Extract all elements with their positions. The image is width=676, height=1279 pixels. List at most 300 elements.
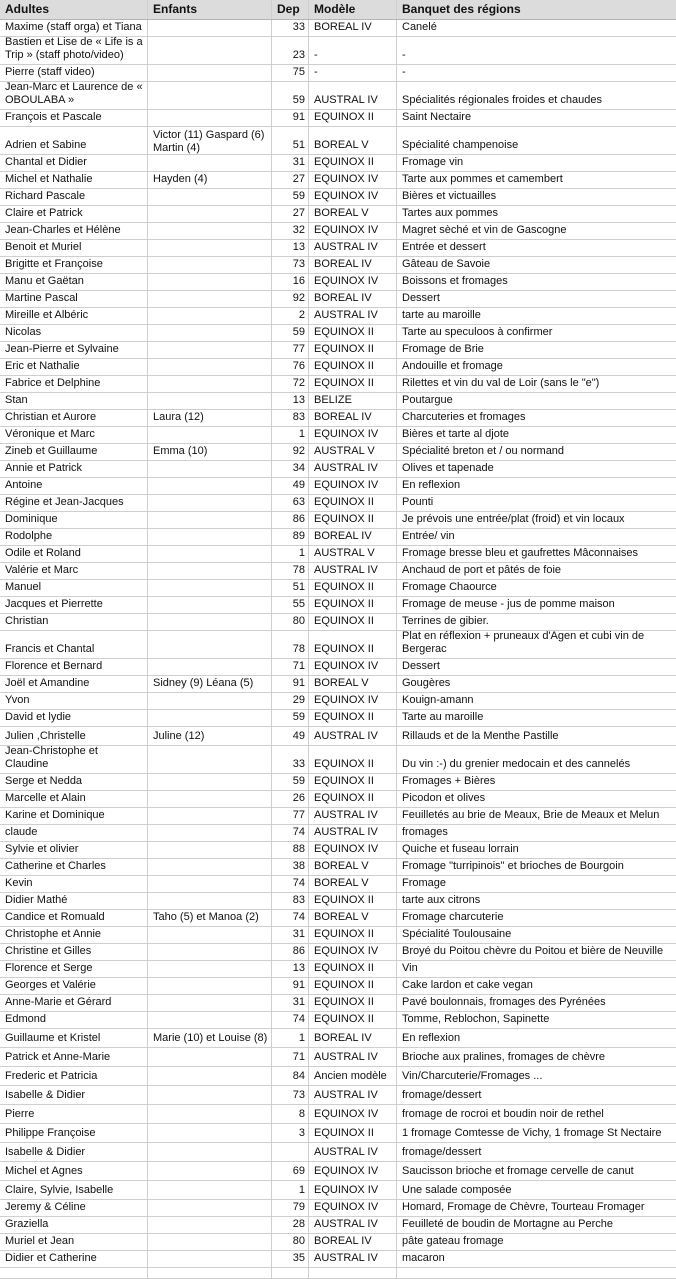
cell-banquet[interactable]: Vin/Charcuterie/Fromages ... <box>402 1070 543 1082</box>
cell-banquet[interactable]: Homard, Fromage de Chèvre, Tourteau Fromager <box>402 1201 645 1213</box>
cell-enfants[interactable] <box>148 1124 272 1142</box>
cell-enfants[interactable]: Laura (12) <box>148 410 272 426</box>
cell-enfants[interactable] <box>148 825 272 841</box>
cell-modele[interactable]: EQUINOX II <box>309 512 397 528</box>
cell-adultes[interactable]: Benoit et Muriel <box>0 240 148 256</box>
cell-enfants[interactable] <box>148 546 272 562</box>
cell-dep[interactable]: 59 <box>272 82 309 109</box>
cell-adultes[interactable]: Nicolas <box>0 325 148 341</box>
cell-adultes[interactable]: Pierre <box>0 1105 148 1123</box>
cell-modele[interactable]: EQUINOX IV <box>309 189 397 205</box>
cell-enfants[interactable] <box>148 859 272 875</box>
cell-banquet[interactable]: Tomme, Reblochon, Sapinette <box>402 1013 550 1025</box>
cell-modele[interactable]: EQUINOX II <box>309 631 397 658</box>
cell-banquet[interactable]: Entrée et dessert <box>402 241 486 253</box>
cell-enfants[interactable] <box>148 710 272 726</box>
cell-adultes[interactable]: Jean-Pierre et Sylvaine <box>0 342 148 358</box>
cell-dep[interactable]: 13 <box>272 393 309 409</box>
cell-enfants[interactable] <box>148 774 272 790</box>
cell-modele[interactable]: BOREAL V <box>309 910 397 926</box>
cell-enfants[interactable] <box>148 37 272 64</box>
cell-banquet[interactable]: Dessert <box>402 292 440 304</box>
cell-enfants[interactable]: Sidney (9) Léana (5) <box>148 676 272 692</box>
cell-adultes[interactable]: Candice et Romuald <box>0 910 148 926</box>
header-banquet[interactable]: Banquet des régions <box>402 1 521 16</box>
cell-banquet[interactable]: En reflexion <box>402 479 461 491</box>
cell-modele[interactable]: EQUINOX II <box>309 325 397 341</box>
cell-banquet[interactable]: - <box>402 66 406 78</box>
cell-enfants[interactable] <box>148 1234 272 1250</box>
cell-banquet[interactable]: Magret sèché et vin de Gascogne <box>402 224 567 236</box>
cell-adultes[interactable]: Rodolphe <box>0 529 148 545</box>
cell-banquet[interactable]: Gâteau de Savoie <box>402 258 491 270</box>
cell-dep[interactable]: 80 <box>272 1234 309 1250</box>
cell-modele[interactable]: AUSTRAL IV <box>309 727 397 745</box>
cell-dep[interactable]: 51 <box>272 580 309 596</box>
cell-adultes[interactable]: Isabelle & Didier <box>0 1086 148 1104</box>
cell-dep[interactable]: 28 <box>272 1217 309 1233</box>
cell-adultes[interactable]: François et Pascale <box>0 110 148 126</box>
cell-adultes[interactable]: Jacques et Pierrette <box>0 597 148 613</box>
cell-banquet[interactable]: Picodon et olives <box>402 792 486 804</box>
cell-banquet[interactable]: Saint Nectaire <box>402 111 472 123</box>
cell-adultes[interactable]: Florence et Bernard <box>0 659 148 675</box>
cell-adultes[interactable]: Mireille et Albéric <box>0 308 148 324</box>
cell-modele[interactable]: EQUINOX IV <box>309 1105 397 1123</box>
cell-enfants[interactable] <box>148 1067 272 1085</box>
cell-banquet[interactable]: En reflexion <box>402 1032 461 1044</box>
cell-adultes[interactable]: Serge et Nedda <box>0 774 148 790</box>
cell-modele[interactable]: BOREAL IV <box>309 529 397 545</box>
cell-modele[interactable]: BOREAL IV <box>309 291 397 307</box>
cell-enfants[interactable] <box>148 1105 272 1123</box>
cell-modele[interactable]: EQUINOX IV <box>309 1162 397 1180</box>
cell-modele[interactable]: EQUINOX II <box>309 614 397 630</box>
cell-modele[interactable]: EQUINOX IV <box>309 659 397 675</box>
cell-enfants[interactable] <box>148 978 272 994</box>
cell-adultes[interactable]: Annie et Patrick <box>0 461 148 477</box>
cell-enfants[interactable]: Hayden (4) <box>148 172 272 188</box>
cell-adultes[interactable]: Florence et Serge <box>0 961 148 977</box>
cell-banquet[interactable]: Je prévois une entrée/plat (froid) et vin locaux <box>402 513 625 525</box>
cell-modele[interactable]: EQUINOX II <box>309 927 397 943</box>
cell-modele[interactable]: AUSTRAL V <box>309 444 397 460</box>
cell-modele[interactable]: EQUINOX II <box>309 597 397 613</box>
cell-modele[interactable]: AUSTRAL IV <box>309 461 397 477</box>
cell-dep[interactable]: 59 <box>272 325 309 341</box>
cell-modele[interactable]: AUSTRAL IV <box>309 1217 397 1233</box>
cell-modele[interactable]: EQUINOX IV <box>309 944 397 960</box>
cell-adultes[interactable]: Jean-Charles et Hélène <box>0 223 148 239</box>
cell-enfants[interactable]: Taho (5) et Manoa (2) <box>148 910 272 926</box>
cell-dep[interactable]: 79 <box>272 1200 309 1216</box>
cell-modele[interactable]: AUSTRAL IV <box>309 1086 397 1104</box>
cell-banquet[interactable]: Fromage Chaource <box>402 581 497 593</box>
cell-adultes[interactable]: Claire, Sylvie, Isabelle <box>0 1181 148 1199</box>
cell-dep[interactable]: 31 <box>272 927 309 943</box>
cell-modele[interactable]: EQUINOX IV <box>309 172 397 188</box>
cell-banquet[interactable]: Spécialité breton et / ou normand <box>402 445 565 457</box>
cell-modele[interactable]: EQUINOX IV <box>309 478 397 494</box>
cell-banquet[interactable]: Tartes aux pommes <box>402 207 498 219</box>
cell-enfants[interactable] <box>148 876 272 892</box>
cell-dep[interactable]: 73 <box>272 257 309 273</box>
cell-dep[interactable]: 83 <box>272 893 309 909</box>
cell-banquet[interactable]: Quiche et fuseau lorrain <box>402 843 519 855</box>
cell-dep[interactable]: 31 <box>272 995 309 1011</box>
cell-adultes[interactable]: Christine et Gilles <box>0 944 148 960</box>
cell-enfants[interactable] <box>148 257 272 273</box>
cell-banquet[interactable]: - <box>402 49 406 61</box>
cell-dep[interactable]: 27 <box>272 206 309 222</box>
cell-dep[interactable]: 74 <box>272 910 309 926</box>
cell-dep[interactable]: 74 <box>272 825 309 841</box>
cell-enfants[interactable] <box>148 995 272 1011</box>
cell-banquet[interactable]: Fromage de meuse - jus de pomme maison <box>402 598 615 610</box>
cell-enfants[interactable] <box>148 614 272 630</box>
cell-dep[interactable]: 1 <box>272 1181 309 1199</box>
cell-banquet[interactable]: Bières et tarte al djote <box>402 428 510 440</box>
cell-modele[interactable]: BOREAL IV <box>309 1234 397 1250</box>
cell-banquet[interactable]: Kouign-amann <box>402 694 474 706</box>
cell-modele[interactable]: AUSTRAL IV <box>309 563 397 579</box>
cell-banquet[interactable]: Charcuteries et fromages <box>402 411 526 423</box>
cell-modele[interactable]: AUSTRAL IV <box>309 1251 397 1267</box>
cell-adultes[interactable]: claude <box>0 825 148 841</box>
cell-enfants[interactable] <box>148 325 272 341</box>
cell-modele[interactable]: AUSTRAL IV <box>309 82 397 109</box>
cell-enfants[interactable]: Marie (10) et Louise (8) <box>148 1029 272 1047</box>
cell-enfants[interactable] <box>148 478 272 494</box>
cell-banquet[interactable]: Pavé boulonnais, fromages des Pyrénées <box>402 996 606 1008</box>
cell-modele[interactable]: AUSTRAL IV <box>309 308 397 324</box>
cell-dep[interactable]: 26 <box>272 791 309 807</box>
cell-dep[interactable]: 23 <box>272 37 309 64</box>
cell-dep[interactable] <box>272 1268 309 1278</box>
cell-adultes[interactable]: Maxime (staff orga) et Tiana <box>0 20 148 36</box>
cell-banquet[interactable]: fromages <box>402 826 448 838</box>
cell-enfants[interactable] <box>148 1268 272 1278</box>
cell-banquet[interactable]: fromage de rocroi et boudin noir de rethel <box>402 1108 604 1120</box>
cell-modele[interactable]: AUSTRAL IV <box>309 808 397 824</box>
cell-enfants[interactable] <box>148 580 272 596</box>
cell-modele[interactable]: EQUINOX II <box>309 893 397 909</box>
cell-banquet[interactable]: Tarte au speculoos à confirmer <box>402 326 553 338</box>
cell-dep[interactable]: 2 <box>272 308 309 324</box>
cell-dep[interactable]: 88 <box>272 842 309 858</box>
cell-enfants[interactable] <box>148 893 272 909</box>
cell-banquet[interactable]: Pounti <box>402 496 434 508</box>
cell-dep[interactable]: 1 <box>272 546 309 562</box>
cell-enfants[interactable] <box>148 223 272 239</box>
cell-enfants[interactable] <box>148 461 272 477</box>
cell-adultes[interactable]: Michel et Nathalie <box>0 172 148 188</box>
cell-adultes[interactable]: Martine Pascal <box>0 291 148 307</box>
cell-modele[interactable]: EQUINOX II <box>309 978 397 994</box>
cell-banquet[interactable]: fromage/dessert <box>402 1146 482 1158</box>
cell-adultes[interactable]: Richard Pascale <box>0 189 148 205</box>
header-adultes[interactable]: Adultes <box>0 0 148 19</box>
cell-dep[interactable]: 74 <box>272 1012 309 1028</box>
cell-adultes[interactable]: Joël et Amandine <box>0 676 148 692</box>
cell-dep[interactable]: 27 <box>272 172 309 188</box>
cell-enfants[interactable] <box>148 393 272 409</box>
cell-banquet[interactable]: Bières et victuailles <box>402 190 497 202</box>
cell-enfants[interactable] <box>148 791 272 807</box>
cell-modele[interactable]: EQUINOX II <box>309 791 397 807</box>
cell-enfants[interactable] <box>148 693 272 709</box>
cell-enfants[interactable] <box>148 927 272 943</box>
cell-banquet[interactable]: Anchaud de port et pâtés de foie <box>402 564 562 576</box>
cell-banquet[interactable]: Fromage "turripinois" et brioches de Bourgoin <box>402 860 624 872</box>
header-enfants[interactable]: Enfants <box>148 0 272 19</box>
cell-dep[interactable]: 75 <box>272 65 309 81</box>
cell-banquet[interactable]: Cake lardon et cake vegan <box>402 979 533 991</box>
cell-banquet[interactable]: Spécialité champenoise <box>402 139 519 151</box>
cell-modele[interactable]: EQUINOX II <box>309 710 397 726</box>
cell-modele[interactable]: EQUINOX IV <box>309 693 397 709</box>
cell-enfants[interactable] <box>148 512 272 528</box>
cell-modele[interactable]: EQUINOX II <box>309 359 397 375</box>
cell-enfants[interactable] <box>148 631 272 658</box>
cell-banquet[interactable]: Fromage <box>402 877 447 889</box>
cell-adultes[interactable]: Isabelle & Didier <box>0 1143 148 1161</box>
cell-modele[interactable]: EQUINOX IV <box>309 1181 397 1199</box>
cell-modele[interactable]: EQUINOX II <box>309 1012 397 1028</box>
cell-modele[interactable]: AUSTRAL V <box>309 546 397 562</box>
cell-banquet[interactable]: Spécialités régionales froides et chaudes <box>402 94 602 106</box>
cell-banquet[interactable]: Fromage vin <box>402 156 464 168</box>
cell-banquet[interactable]: Tarte au maroille <box>402 711 484 723</box>
cell-modele[interactable]: BOREAL V <box>309 676 397 692</box>
cell-adultes[interactable]: Kevin <box>0 876 148 892</box>
cell-adultes[interactable]: Pierre (staff video) <box>0 65 148 81</box>
cell-dep[interactable]: 1 <box>272 1029 309 1047</box>
cell-modele[interactable]: BOREAL V <box>309 127 397 154</box>
cell-adultes[interactable]: Francis et Chantal <box>0 631 148 658</box>
cell-enfants[interactable] <box>148 659 272 675</box>
cell-modele[interactable]: BOREAL IV <box>309 1029 397 1047</box>
header-modele[interactable]: Modèle <box>309 0 397 19</box>
cell-enfants[interactable] <box>148 944 272 960</box>
cell-dep[interactable] <box>272 1143 309 1161</box>
cell-enfants[interactable] <box>148 82 272 109</box>
cell-adultes[interactable]: Véronique et Marc <box>0 427 148 443</box>
cell-modele[interactable]: EQUINOX IV <box>309 427 397 443</box>
cell-banquet[interactable]: Terrines de gibier. <box>402 615 489 627</box>
cell-enfants[interactable] <box>148 20 272 36</box>
cell-banquet[interactable]: Andouille et fromage <box>402 360 503 372</box>
cell-adultes[interactable]: Didier et Catherine <box>0 1251 148 1267</box>
cell-dep[interactable]: 49 <box>272 727 309 745</box>
cell-dep[interactable]: 92 <box>272 291 309 307</box>
cell-banquet[interactable]: Gougères <box>402 677 451 689</box>
cell-enfants[interactable] <box>148 495 272 511</box>
cell-enfants[interactable] <box>148 155 272 171</box>
cell-enfants[interactable] <box>148 808 272 824</box>
cell-dep[interactable]: 69 <box>272 1162 309 1180</box>
cell-banquet[interactable]: Canelé <box>402 21 437 33</box>
cell-enfants[interactable] <box>148 529 272 545</box>
cell-modele[interactable]: BOREAL V <box>309 206 397 222</box>
cell-enfants[interactable] <box>148 1181 272 1199</box>
cell-dep[interactable]: 8 <box>272 1105 309 1123</box>
cell-modele[interactable]: EQUINOX II <box>309 110 397 126</box>
cell-dep[interactable]: 32 <box>272 223 309 239</box>
cell-modele[interactable]: BOREAL IV <box>309 20 397 36</box>
cell-banquet[interactable] <box>397 1268 676 1278</box>
cell-modele[interactable]: Ancien modèle <box>309 1067 397 1085</box>
cell-enfants[interactable] <box>148 842 272 858</box>
cell-dep[interactable]: 73 <box>272 1086 309 1104</box>
cell-modele[interactable]: EQUINOX IV <box>309 274 397 290</box>
cell-enfants[interactable] <box>148 359 272 375</box>
cell-adultes[interactable]: Yvon <box>0 693 148 709</box>
cell-banquet[interactable]: tarte au maroille <box>402 309 481 321</box>
cell-enfants[interactable] <box>148 746 272 773</box>
cell-enfants[interactable] <box>148 240 272 256</box>
cell-adultes[interactable]: Jean-Christophe et Claudine <box>0 746 148 773</box>
cell-dep[interactable]: 35 <box>272 1251 309 1267</box>
cell-dep[interactable]: 77 <box>272 808 309 824</box>
cell-banquet[interactable]: Vin <box>402 962 418 974</box>
cell-dep[interactable]: 33 <box>272 20 309 36</box>
cell-modele[interactable]: EQUINOX II <box>309 495 397 511</box>
cell-enfants[interactable] <box>148 342 272 358</box>
cell-banquet[interactable]: Fromage charcuterie <box>402 911 504 923</box>
cell-adultes[interactable]: Chantal et Didier <box>0 155 148 171</box>
cell-adultes[interactable]: Manu et Gaëtan <box>0 274 148 290</box>
cell-adultes[interactable]: Karine et Dominique <box>0 808 148 824</box>
cell-adultes[interactable]: Zineb et Guillaume <box>0 444 148 460</box>
cell-dep[interactable]: 78 <box>272 563 309 579</box>
cell-enfants[interactable] <box>148 1012 272 1028</box>
cell-dep[interactable]: 86 <box>272 944 309 960</box>
cell-enfants[interactable] <box>148 1200 272 1216</box>
cell-enfants[interactable] <box>148 1086 272 1104</box>
cell-adultes[interactable]: Odile et Roland <box>0 546 148 562</box>
cell-enfants[interactable]: Juline (12) <box>148 727 272 745</box>
cell-modele[interactable] <box>309 1268 397 1278</box>
cell-banquet[interactable]: Feuilleté de boudin de Mortagne au Perche <box>402 1218 613 1230</box>
cell-enfants[interactable] <box>148 308 272 324</box>
cell-dep[interactable]: 1 <box>272 427 309 443</box>
cell-modele[interactable]: BOREAL IV <box>309 410 397 426</box>
cell-modele[interactable]: EQUINOX IV <box>309 223 397 239</box>
cell-dep[interactable]: 3 <box>272 1124 309 1142</box>
cell-banquet[interactable]: Spécialité Toulousaine <box>402 928 512 940</box>
cell-modele[interactable]: AUSTRAL IV <box>309 240 397 256</box>
cell-adultes[interactable]: Patrick et Anne-Marie <box>0 1048 148 1066</box>
cell-adultes[interactable]: Muriel et Jean <box>0 1234 148 1250</box>
cell-dep[interactable]: 77 <box>272 342 309 358</box>
cell-dep[interactable]: 86 <box>272 512 309 528</box>
cell-adultes[interactable]: Christian et Aurore <box>0 410 148 426</box>
cell-adultes[interactable]: Fabrice et Delphine <box>0 376 148 392</box>
cell-adultes[interactable]: Eric et Nathalie <box>0 359 148 375</box>
cell-adultes[interactable]: Antoine <box>0 478 148 494</box>
cell-modele[interactable]: EQUINOX II <box>309 155 397 171</box>
cell-enfants[interactable] <box>148 110 272 126</box>
cell-banquet[interactable]: Dessert <box>402 660 440 672</box>
cell-adultes[interactable]: Marcelle et Alain <box>0 791 148 807</box>
cell-dep[interactable]: 91 <box>272 978 309 994</box>
cell-dep[interactable]: 16 <box>272 274 309 290</box>
cell-dep[interactable]: 71 <box>272 1048 309 1066</box>
cell-banquet[interactable]: Fromage de Brie <box>402 343 484 355</box>
cell-enfants[interactable] <box>148 1143 272 1161</box>
cell-adultes[interactable]: Stan <box>0 393 148 409</box>
cell-adultes[interactable]: Sylvie et olivier <box>0 842 148 858</box>
cell-dep[interactable]: 59 <box>272 189 309 205</box>
cell-modele[interactable]: BOREAL V <box>309 876 397 892</box>
cell-dep[interactable]: 72 <box>272 376 309 392</box>
cell-banquet[interactable]: Feuilletés au brie de Meaux, Brie de Meaux et Melun <box>402 809 660 821</box>
cell-enfants[interactable] <box>148 1217 272 1233</box>
cell-adultes[interactable]: Philippe Françoise <box>0 1124 148 1142</box>
cell-dep[interactable]: 92 <box>272 444 309 460</box>
cell-enfants[interactable] <box>148 274 272 290</box>
cell-enfants[interactable] <box>148 597 272 613</box>
cell-banquet[interactable]: Du vin :-) du grenier medocain et des cannelés <box>402 758 631 770</box>
cell-modele[interactable]: AUSTRAL IV <box>309 1143 397 1161</box>
cell-dep[interactable]: 83 <box>272 410 309 426</box>
cell-dep[interactable]: 55 <box>272 597 309 613</box>
cell-adultes[interactable]: Anne-Marie et Gérard <box>0 995 148 1011</box>
cell-modele[interactable]: EQUINOX II <box>309 342 397 358</box>
cell-enfants[interactable] <box>148 206 272 222</box>
cell-banquet[interactable]: pâte gateau fromage <box>402 1235 504 1247</box>
cell-enfants[interactable] <box>148 291 272 307</box>
cell-adultes[interactable]: David et lydie <box>0 710 148 726</box>
cell-adultes[interactable]: Catherine et Charles <box>0 859 148 875</box>
cell-banquet[interactable]: Entrée/ vin <box>402 530 455 542</box>
cell-adultes[interactable]: Manuel <box>0 580 148 596</box>
cell-enfants[interactable] <box>148 1162 272 1180</box>
cell-enfants[interactable] <box>148 961 272 977</box>
cell-modele[interactable]: EQUINOX IV <box>309 1200 397 1216</box>
cell-dep[interactable]: 91 <box>272 110 309 126</box>
cell-adultes[interactable]: Frederic et Patricia <box>0 1067 148 1085</box>
cell-banquet[interactable]: tarte aux citrons <box>402 894 481 906</box>
cell-modele[interactable]: - <box>309 37 397 64</box>
header-dep[interactable]: Dep <box>272 0 309 19</box>
cell-dep[interactable]: 31 <box>272 155 309 171</box>
cell-banquet[interactable]: Rilettes et vin du val de Loir (sans le "e") <box>402 377 600 389</box>
cell-modele[interactable]: BOREAL V <box>309 859 397 875</box>
cell-banquet[interactable]: macaron <box>402 1252 445 1264</box>
cell-adultes[interactable]: Jean-Marc et Laurence de « OBOULABA » <box>0 82 148 109</box>
cell-modele[interactable]: - <box>309 65 397 81</box>
cell-adultes[interactable]: Régine et Jean-Jacques <box>0 495 148 511</box>
cell-modele[interactable]: AUSTRAL IV <box>309 825 397 841</box>
cell-dep[interactable]: 71 <box>272 659 309 675</box>
cell-modele[interactable]: EQUINOX II <box>309 961 397 977</box>
cell-dep[interactable]: 34 <box>272 461 309 477</box>
cell-banquet[interactable]: Broyé du Poitou chèvre du Poitou et bière de Neuville <box>402 945 664 957</box>
cell-enfants[interactable] <box>148 427 272 443</box>
cell-adultes[interactable]: Julien ,Christelle <box>0 727 148 745</box>
cell-dep[interactable]: 33 <box>272 746 309 773</box>
cell-enfants[interactable] <box>148 189 272 205</box>
cell-adultes[interactable]: Edmond <box>0 1012 148 1028</box>
cell-banquet[interactable]: Fromages + Bières <box>402 775 496 787</box>
cell-modele[interactable]: EQUINOX II <box>309 774 397 790</box>
cell-dep[interactable]: 74 <box>272 876 309 892</box>
cell-adultes[interactable]: Christian <box>0 614 148 630</box>
cell-adultes[interactable]: Valérie et Marc <box>0 563 148 579</box>
cell-banquet[interactable]: Fromage bresse bleu et gaufrettes Mâconnaises <box>402 547 639 559</box>
